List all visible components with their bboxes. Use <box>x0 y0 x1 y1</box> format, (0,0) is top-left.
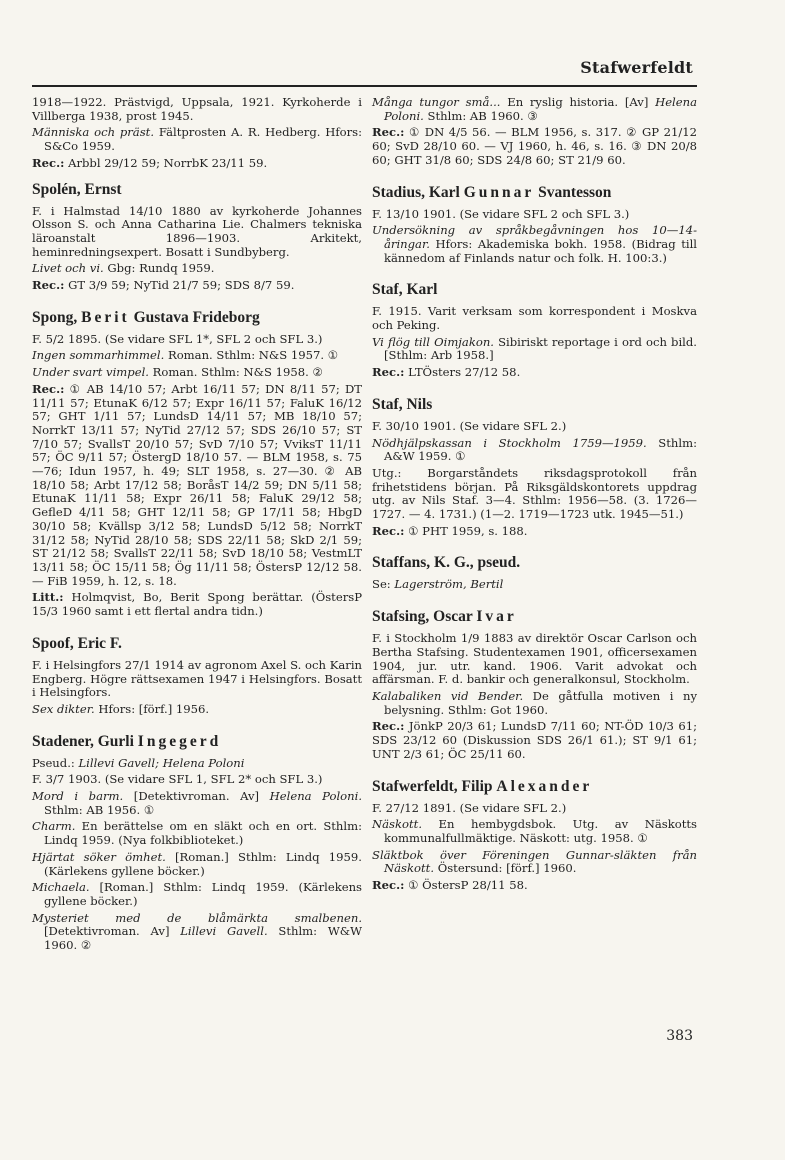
name-part-spaced: Berit <box>81 308 130 326</box>
entry-name: Staf, Nils <box>372 395 433 413</box>
name-part: Spong, <box>32 308 82 326</box>
rec-label: Rec.: <box>32 381 65 396</box>
work-item <box>372 437 697 464</box>
entry-bio: F. i Stockholm 1/9 1883 av direktör Oscar Carlson och Bertha Stafsing. Studentexamen 1901, officersexamen 1904, jur. utr. kand. 1906. Varit advokat och affärsman. F. d. bankir och generalkonsul, Stockholm. <box>372 631 697 687</box>
work-item <box>372 849 697 876</box>
rec-text: ① PHT 1959, s. 188. <box>404 523 528 538</box>
work-item <box>32 262 362 276</box>
left-column <box>32 96 362 969</box>
entry-name <box>32 733 362 751</box>
work-detail: Sthlm: AB 1960. ③ <box>423 108 538 123</box>
entry-name: Staffans, K. G., pseud. <box>372 554 521 572</box>
rec-label: Rec.: <box>372 878 405 893</box>
work-item <box>32 126 362 153</box>
work-title: Släktbok över Föreningen Gunnar-släkten från Näskott. <box>372 847 697 876</box>
literature-line <box>32 591 362 618</box>
entry-continued <box>32 96 362 171</box>
entry-name <box>372 184 697 202</box>
work-item <box>372 336 697 363</box>
name-part-spaced: Alexander <box>496 777 593 795</box>
rec-label: Rec.: <box>372 523 405 538</box>
rec-text: Arbbl 29/12 59; NorrbK 23/11 59. <box>64 155 268 170</box>
work-item <box>32 881 362 908</box>
entry-bio: F. i Helsingfors 27/1 1914 av agronom Axel S. och Karin Engberg. Högre rättsexamen 1947 i Helsingfors. Bosatt i Helsingfors. <box>32 657 362 700</box>
entry-staf-nils <box>372 396 697 539</box>
work-title: Sex dikter. <box>32 701 95 716</box>
work-title: Livet och vi. <box>32 261 104 276</box>
work-title: Människa och präst. <box>32 125 155 140</box>
rec-label: Rec.: <box>32 278 65 293</box>
entry-bio: F. 30/10 1901. (Se vidare SFL 2.) <box>372 418 567 433</box>
work-detail: Gbg: Rundq 1959. <box>103 261 215 276</box>
review-line <box>372 525 697 539</box>
work-item <box>372 224 697 265</box>
review-line <box>372 879 697 893</box>
work-item <box>32 851 362 878</box>
work-detail: Roman. Sthlm: N&S 1957. ① <box>164 348 339 363</box>
review-line <box>32 157 362 171</box>
work-author: Helena Poloni. <box>384 95 697 123</box>
rec-text: GT 3/9 59; NyTid 21/7 59; SDS 8/7 59. <box>64 278 295 293</box>
work-title: Undersökning av språkbegåvningen hos 10—14-åringar. <box>372 223 697 251</box>
work-detail: [Roman.] Sthlm: Lindq 1959. (Kärlekens gyllene böcker.) <box>44 880 362 908</box>
work-detail: En berättelse om en släkt och en ort. Sthlm: Lindq 1959. (Nya folkbiblioteket.) <box>44 819 362 848</box>
work-title: Kalabaliken vid Bender. <box>372 688 524 703</box>
work-item <box>32 820 362 847</box>
header-rule <box>32 85 697 87</box>
work-author: Lillevi Gavell. <box>180 924 268 939</box>
entry-name <box>372 778 697 796</box>
work-detail: Sthlm: AB 1956. ① <box>44 802 155 817</box>
rec-text: ① AB 14/10 57; Arbt 16/11 57; DN 8/11 57; DT 11/11 57; EtunaK 6/12 57; Expr 16/11 57; FaluK 16/12 57; GHT 1/11 57; LundsD 14/11 57; MB 18/10 57; NorrkT 13/11 57; NyTid 27/12 57; SDS 26/10 57; ST 7/10 57; SvallsT 20/10 57; SvD 7/10 57; VviksT 11/11 57; ÖC 9/11 57; ÖstergD 18/10 57. — BLM 1958, s. 75—76; Idun 1957, h. 49; SLT 1958, s. 27—30. ② AB 18/10 58; Arbt 17/12 58; BoråsT 14/2 59; DN 5/11 58; EtunaK 11/11 58; Expr 26/11 58; FaluK 29/12 58; GefleD 4/11 58; GHT 12/11 58; GP 17/11 58; HbgD 30/10 58; Kvällsp 3/12 58; LundsD 5/12 58; NorrkT 31/12 58; NyTid 28/10 58; SDS 22/11 58; SkD 2/1 59; ST 21/12 58; SvallsT 22/11 58; SvD 18/10 58; VestmLT 13/11 58; ÖC 15/11 58; Ög 11/11 58; ÖstersP 12/12 58. — FiB 1959, h. 12, s. 18. <box>32 381 362 588</box>
work-detail: [Roman.] Sthlm: Lindq 1959. (Kärlekens gyllene böcker.) <box>44 849 362 878</box>
rec-label: Rec.: <box>372 719 405 734</box>
work-item <box>32 703 362 717</box>
rec-text: JönkP 20/3 61; LundsD 7/11 60; NT-ÖD 10/3 61; SDS 23/12 60 (Diskussion SDS 26/1 61.); ST 9/1 61; UNT 2/3 61; ÖC 25/11 60. <box>372 719 697 761</box>
work-item <box>32 349 362 363</box>
work-title: Många tungor små... <box>372 95 501 109</box>
work-item <box>32 790 362 817</box>
rec-text: ① DN 4/5 56. — BLM 1956, s. 317. ② GP 21/12 60; SvD 28/10 60. — VJ 1960, h. 46, s. 16. ③ DN 20/8 60; GHT 31/8 60; SDS 24/8 60; ST 21/9 60. <box>372 125 697 167</box>
work-title: Michaela. <box>32 880 90 895</box>
work-title: Mysteriet med de blåmärkta smalbenen. <box>32 910 362 925</box>
running-head: Stafwerfeldt <box>580 58 693 77</box>
entry-spong <box>32 309 362 619</box>
review-line <box>32 279 362 293</box>
entry-text: 1918—1922. Prästvigd, Uppsala, 1921. Kyrkoherde i Villberga 1938, prost 1945. <box>32 95 362 123</box>
entry-bio: F. 5/2 1895. (Se vidare SFL 1*, SFL 2 och SFL 3.) <box>32 331 323 346</box>
work-detail: Hfors: Akademiska bokh. 1958. (Bidrag till kännedom af Finlands natur och folk. H. 100:3.) <box>384 236 697 265</box>
work-detail: En ryslig historia. [Av] <box>500 95 656 109</box>
work-title: Nödhjälpskassan i Stockholm 1759—1959. <box>372 435 647 450</box>
see-also-line <box>372 578 697 592</box>
work-item <box>32 366 362 380</box>
entry-stadener <box>32 733 362 953</box>
entry-name <box>372 608 697 626</box>
name-part-spaced: Ivar <box>476 608 517 626</box>
entry-name <box>32 309 362 327</box>
review-line <box>372 720 697 761</box>
entry-staffans <box>372 554 697 592</box>
work-detail: En hembygdsbok. Utg. av Näskotts kommunalfullmäktige. Näskott: utg. 1958. ① <box>384 817 697 845</box>
work-detail: Fältprosten A. R. Hedberg. Hfors: S&Co 1959. <box>44 125 363 154</box>
entry-bio: F. i Halmstad 14/10 1880 av kyrkoherde Johannes Olsson S. och Anna Catharina Lie. Chalmers tekniska läroanstalt 1896—1903. Arkitekt, heminredningsexpert. Bosatt i Sundbyberg. <box>32 203 362 259</box>
work-detail: [Detektivroman. Av] <box>44 924 181 939</box>
litt-label: Litt.: <box>32 590 64 605</box>
work-item <box>32 912 362 953</box>
editor-line: Utg.: Borgarståndets riksdagsprotokoll från frihetstidens början. På Riksgäldskontorets uppdrag utg. av Nils Staf. 3—4. Sthlm: 1956—58. (3. 1726—1727. — 4. 1731.) (1—2. 1719—1723 utk. 1945—51.) <box>372 465 697 522</box>
work-title: Vi flög till Oimjakon. <box>372 334 494 349</box>
entry-spoof <box>32 635 362 717</box>
name-part: Gustava Frideborg <box>129 308 260 326</box>
review-line <box>32 383 362 589</box>
pseudonym-line <box>32 757 362 771</box>
name-part: Stafwerfeldt, Filip <box>372 777 497 795</box>
name-part: Stadius, Karl <box>372 183 464 201</box>
entry-bio: F. 13/10 1901. (Se vidare SFL 2 och SFL 3.) <box>372 206 630 221</box>
pseud-label: Pseud.: <box>32 755 79 770</box>
work-detail: Sthlm: A&W 1959. ① <box>384 435 697 464</box>
work-detail: Östersund: [förf.] 1960. <box>434 861 577 876</box>
name-part: Svantesson <box>534 183 612 201</box>
entry-spolen <box>32 181 362 293</box>
rec-label: Rec.: <box>32 155 65 170</box>
see-target: Lagerström, Bertil <box>394 577 504 592</box>
right-column <box>372 96 697 909</box>
entry-name: Spoof, Eric F. <box>32 634 122 652</box>
work-detail: Hfors: [förf.] 1956. <box>94 701 210 716</box>
work-title: Under svart vimpel. <box>32 365 149 380</box>
see-label: Se: <box>372 577 395 592</box>
entry-stafwerfeldt <box>372 778 697 893</box>
entry-bio: F. 3/7 1903. (Se vidare SFL 1, SFL 2* och SFL 3.) <box>32 772 323 787</box>
review-line <box>372 366 697 380</box>
work-item <box>372 96 697 123</box>
work-author: Helena Poloni. <box>269 789 363 804</box>
entry-staf-karl <box>372 281 697 380</box>
rec-text: ① ÖstersP 28/11 58. <box>404 878 528 893</box>
work-title: Charm. <box>32 819 76 834</box>
name-part: Stafsing, Oscar <box>372 608 477 626</box>
name-part-spaced: Ingegerd <box>137 732 222 750</box>
rec-label: Rec.: <box>372 125 405 140</box>
page-number: 383 <box>666 1028 693 1044</box>
entry-name: Staf, Karl <box>372 281 438 299</box>
work-detail: Sibiriskt reportage i ord och bild. [Sthlm: Arb 1958.] <box>384 334 697 363</box>
entry-name: Spolén, Ernst <box>32 180 122 198</box>
entry-continued <box>372 96 697 168</box>
work-detail: Roman. Sthlm: N&S 1958. ② <box>148 365 323 380</box>
name-part: Stadener, Gurli <box>32 732 138 750</box>
pseud-names: Lillevi Gavell; Helena Poloni <box>78 755 245 770</box>
work-detail: De gåtfulla motiven i ny belysning. Sthlm: Got 1960. <box>384 688 697 717</box>
work-title: Hjärtat söker ömhet. <box>32 849 166 864</box>
name-part-spaced: Gunnar <box>463 183 535 201</box>
rec-label: Rec.: <box>372 365 405 380</box>
work-title: Ingen sommarhimmel. <box>32 348 165 363</box>
work-item <box>372 690 697 717</box>
entry-bio: F. 1915. Varit verksam som korrespondent i Moskva och Peking. <box>372 304 697 333</box>
entry-stadius <box>372 184 697 266</box>
litt-text: Holmqvist, Bo, Berit Spong berättar. (ÖstersP 15/3 1960 samt i ett flertal andra tidn.) <box>32 590 362 619</box>
work-detail: Sthlm: W&W 1960. ② <box>44 924 362 953</box>
entry-stafsing <box>372 608 697 761</box>
rec-text: LTÖsters 27/12 58. <box>404 365 521 380</box>
work-item <box>372 818 697 845</box>
work-title: Mord i barm. <box>32 789 124 804</box>
entry-bio: F. 27/12 1891. (Se vidare SFL 2.) <box>372 800 567 815</box>
review-line <box>372 126 697 167</box>
work-title: Näskott. <box>372 817 423 832</box>
work-detail: [Detektivroman. Av] <box>123 789 270 804</box>
